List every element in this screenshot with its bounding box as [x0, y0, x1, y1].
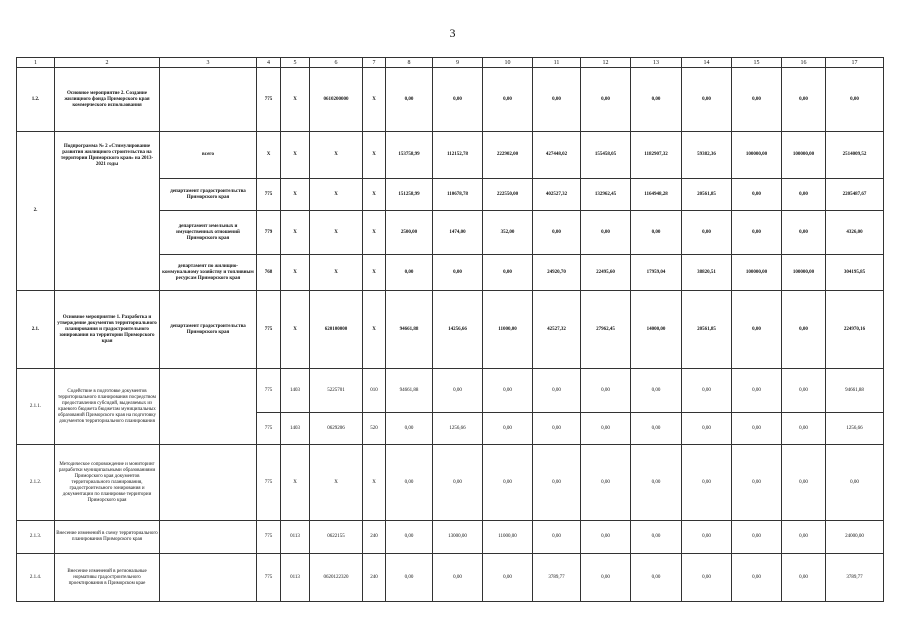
cell: 0,00	[631, 554, 682, 602]
cell: X	[363, 211, 386, 255]
cell: 775	[257, 521, 281, 554]
cell: 0,00	[631, 211, 682, 255]
cell: 0,00	[732, 445, 782, 521]
cell: X	[281, 255, 310, 291]
row-number: 2.1.2.	[17, 445, 55, 521]
row-name: Внесение изменений в региональные нормативы градостроительного проектирования в Приморском крае	[55, 554, 160, 602]
cell: 5225701	[310, 369, 363, 413]
header-cell: 7	[363, 58, 386, 68]
cell: 14256,66	[433, 291, 483, 369]
row-number: 2.1.	[17, 291, 55, 369]
cell: 0,00	[533, 68, 581, 132]
cell: 0,00	[533, 211, 581, 255]
cell: 59382,36	[682, 132, 732, 179]
cell: 0113	[281, 554, 310, 602]
cell: 0610200000	[310, 68, 363, 132]
cell: 0,00	[782, 179, 826, 211]
row-name: Подпрограмма № 2 «Стимулирование развития жилищного строительства на территории Приморского края» на 2013-2021 годы	[55, 132, 160, 291]
cell: 0,00	[581, 554, 631, 602]
cell: 0,00	[732, 211, 782, 255]
cell: 0,00	[782, 369, 826, 413]
cell: X	[363, 132, 386, 179]
header-cell: 8	[386, 58, 433, 68]
cell: 775	[257, 179, 281, 211]
cell: 0,00	[631, 445, 682, 521]
cell: 0,00	[782, 445, 826, 521]
row-executor: всего	[160, 132, 257, 179]
cell: 132962,45	[581, 179, 631, 211]
cell: 3789,77	[826, 554, 884, 602]
cell: 0,00	[732, 179, 782, 211]
header-cell: 9	[433, 58, 483, 68]
page-number: 3	[449, 26, 456, 40]
cell: 17959,04	[631, 255, 682, 291]
cell: 620100000	[310, 291, 363, 369]
cell: X	[310, 132, 363, 179]
cell: 224970,16	[826, 291, 884, 369]
row-executor	[160, 521, 257, 554]
cell: 1182907,32	[631, 132, 682, 179]
cell: 100000,00	[782, 255, 826, 291]
cell: 0,00	[682, 211, 732, 255]
cell: 304195,85	[826, 255, 884, 291]
cell: X	[363, 445, 386, 521]
cell: 775	[257, 369, 281, 413]
cell: 775	[257, 554, 281, 602]
cell: 0629206	[310, 413, 363, 445]
cell: 1474,00	[433, 211, 483, 255]
cell: 0,00	[483, 554, 533, 602]
cell: X	[310, 211, 363, 255]
cell: 3789,77	[533, 554, 581, 602]
cell: 0,00	[826, 68, 884, 132]
cell: 1256,66	[433, 413, 483, 445]
cell: 0,00	[433, 255, 483, 291]
row-number: 2.1.4.	[17, 554, 55, 602]
cell: X	[257, 132, 281, 179]
cell: 2500,00	[386, 211, 433, 255]
cell: 0,00	[483, 68, 533, 132]
cell: 0,00	[782, 211, 826, 255]
cell: 1403	[281, 413, 310, 445]
cell: 11000,00	[483, 521, 533, 554]
row-executor	[160, 68, 257, 132]
cell: 0,00	[533, 369, 581, 413]
cell: 0,00	[732, 554, 782, 602]
cell: 110678,78	[433, 179, 483, 211]
cell: 22495,60	[581, 255, 631, 291]
row-executor: департамент градостроительства Приморского края	[160, 179, 257, 211]
header-row	[17, 58, 884, 68]
cell: 94661,88	[386, 369, 433, 413]
table-row	[17, 369, 884, 413]
cell: 768	[257, 255, 281, 291]
row-name: Основное мероприятие 1. Разработка и утверждение документов территориального планирования и градостроительного зонирования на территории Приморского края	[55, 291, 160, 369]
cell: X	[363, 179, 386, 211]
cell: 0,00	[732, 521, 782, 554]
header-cell: 4	[257, 58, 281, 68]
cell: 38820,51	[682, 255, 732, 291]
cell: 0,00	[533, 445, 581, 521]
cell: 112152,78	[433, 132, 483, 179]
header-cell: 10	[483, 58, 533, 68]
header-cell: 15	[732, 58, 782, 68]
cell: 0,00	[386, 521, 433, 554]
cell: X	[363, 291, 386, 369]
row-number: 2.	[17, 132, 55, 291]
cell: 0,00	[483, 255, 533, 291]
cell: 222902,00	[483, 132, 533, 179]
cell: X	[281, 179, 310, 211]
cell: 775	[257, 445, 281, 521]
cell: 100000,00	[782, 132, 826, 179]
cell: 151258,99	[386, 179, 433, 211]
cell: 94661,88	[386, 291, 433, 369]
cell: 2514009,52	[826, 132, 884, 179]
cell: 0,00	[581, 68, 631, 132]
cell: 0,00	[386, 445, 433, 521]
cell: 0,00	[631, 413, 682, 445]
cell: 155458,05	[581, 132, 631, 179]
cell: 0,00	[682, 68, 732, 132]
header-cell: 14	[682, 58, 732, 68]
row-number: 2.1.3.	[17, 521, 55, 554]
cell: 0113	[281, 521, 310, 554]
cell: 0,00	[581, 369, 631, 413]
row-name: Внесение изменений в схему территориального планирования Приморского края	[55, 521, 160, 554]
cell: 222550,00	[483, 179, 533, 211]
cell: 427448,02	[533, 132, 581, 179]
cell: 1256,66	[826, 413, 884, 445]
cell: 0,00	[386, 255, 433, 291]
cell: 0,00	[732, 413, 782, 445]
cell: 0,00	[682, 445, 732, 521]
header-cell: 1	[17, 58, 55, 68]
cell: 1403	[281, 369, 310, 413]
cell: 0,00	[533, 521, 581, 554]
cell: 0620122320	[310, 554, 363, 602]
cell: 0,00	[631, 68, 682, 132]
cell: 0,00	[782, 554, 826, 602]
cell: 0,00	[782, 291, 826, 369]
cell: 20561,85	[682, 179, 732, 211]
row-name: Методическое сопровождение и мониторинг разработки муниципальными образованиями Приморского края документов территориального планирования, градостроительного зонирования и документации по планировке территории Приморского края	[55, 445, 160, 521]
cell: 0,00	[782, 413, 826, 445]
cell: 0,00	[581, 413, 631, 445]
row-executor	[160, 369, 257, 445]
cell: X	[281, 291, 310, 369]
cell: 520	[363, 413, 386, 445]
cell: 0,00	[732, 68, 782, 132]
cell: 0,00	[631, 369, 682, 413]
cell: 20561,85	[682, 291, 732, 369]
cell: 13000,00	[433, 521, 483, 554]
cell: 100000,00	[732, 132, 782, 179]
cell: 0,00	[581, 445, 631, 521]
cell: 0,00	[386, 554, 433, 602]
cell: 0,00	[433, 369, 483, 413]
table-row	[17, 68, 884, 132]
cell: 0,00	[631, 521, 682, 554]
cell: X	[281, 132, 310, 179]
cell: 240	[363, 521, 386, 554]
cell: 775	[257, 291, 281, 369]
header-cell: 11	[533, 58, 581, 68]
table-row	[17, 132, 884, 179]
row-executor: департамент градостроительства Приморского края	[160, 291, 257, 369]
cell: 100000,00	[732, 255, 782, 291]
cell: 240	[363, 554, 386, 602]
cell: 0,00	[386, 413, 433, 445]
cell: 14000,00	[631, 291, 682, 369]
cell: 779	[257, 211, 281, 255]
cell: X	[310, 255, 363, 291]
table-row	[17, 445, 884, 521]
cell: 4326,00	[826, 211, 884, 255]
row-name: Основное мероприятие 2. Создание жилищного фонда Приморского края коммерческого использования	[55, 68, 160, 132]
header-cell: 6	[310, 58, 363, 68]
header-cell: 3	[160, 58, 257, 68]
cell: X	[310, 179, 363, 211]
cell: 0,00	[386, 68, 433, 132]
cell: 775	[257, 413, 281, 445]
cell: 153758,99	[386, 132, 433, 179]
table-row	[17, 291, 884, 369]
cell: 0,00	[483, 369, 533, 413]
cell: X	[281, 68, 310, 132]
cell: 0,00	[433, 445, 483, 521]
cell: 0,00	[581, 211, 631, 255]
cell: X	[310, 445, 363, 521]
header-cell: 17	[826, 58, 884, 68]
row-name: Содействие в подготовке документов территориального планирования посредством предоставления субсидий, выделяемых из краевого бюджета бюджетам муниципальных образований Приморского края на подготовку документов территориального планирования	[55, 369, 160, 445]
cell: 0,00	[732, 369, 782, 413]
budget-table	[16, 57, 884, 602]
cell: 775	[257, 68, 281, 132]
cell: 0,00	[682, 413, 732, 445]
cell: X	[363, 255, 386, 291]
cell: 11000,00	[483, 291, 533, 369]
cell: 94661,88	[826, 369, 884, 413]
cell: 402527,32	[533, 179, 581, 211]
cell: 27962,45	[581, 291, 631, 369]
cell: 0,00	[581, 521, 631, 554]
row-number: 2.1.1.	[17, 369, 55, 445]
cell: 0,00	[732, 291, 782, 369]
cell: 0,00	[682, 554, 732, 602]
header-cell: 16	[782, 58, 826, 68]
cell: 24920,70	[533, 255, 581, 291]
cell: 0,00	[682, 369, 732, 413]
header-cell: 12	[581, 58, 631, 68]
cell: X	[363, 68, 386, 132]
cell: X	[281, 211, 310, 255]
header-cell: 13	[631, 58, 682, 68]
cell: 0,00	[433, 68, 483, 132]
header-cell: 2	[55, 58, 160, 68]
cell: 42527,32	[533, 291, 581, 369]
row-executor	[160, 554, 257, 602]
cell: 010	[363, 369, 386, 413]
row-executor	[160, 445, 257, 521]
cell: X	[281, 445, 310, 521]
cell: 352,00	[483, 211, 533, 255]
header-cell: 5	[281, 58, 310, 68]
cell: 24000,00	[826, 521, 884, 554]
row-executor: департамент земельных и имущественных отношений Приморского края	[160, 211, 257, 255]
cell: 0622155	[310, 521, 363, 554]
table-row	[17, 554, 884, 602]
cell: 0,00	[782, 68, 826, 132]
cell: 0,00	[483, 413, 533, 445]
table-row	[17, 521, 884, 554]
cell: 2205487,67	[826, 179, 884, 211]
cell: 0,00	[826, 445, 884, 521]
cell: 0,00	[433, 554, 483, 602]
row-executor: департамент по жилищно-коммунальному хозяйству и топливным ресурсам Приморского края	[160, 255, 257, 291]
cell: 1164948,28	[631, 179, 682, 211]
cell: 0,00	[483, 445, 533, 521]
row-number: 1.2.	[17, 68, 55, 132]
cell: 0,00	[533, 413, 581, 445]
cell: 0,00	[682, 521, 732, 554]
cell: 0,00	[782, 521, 826, 554]
